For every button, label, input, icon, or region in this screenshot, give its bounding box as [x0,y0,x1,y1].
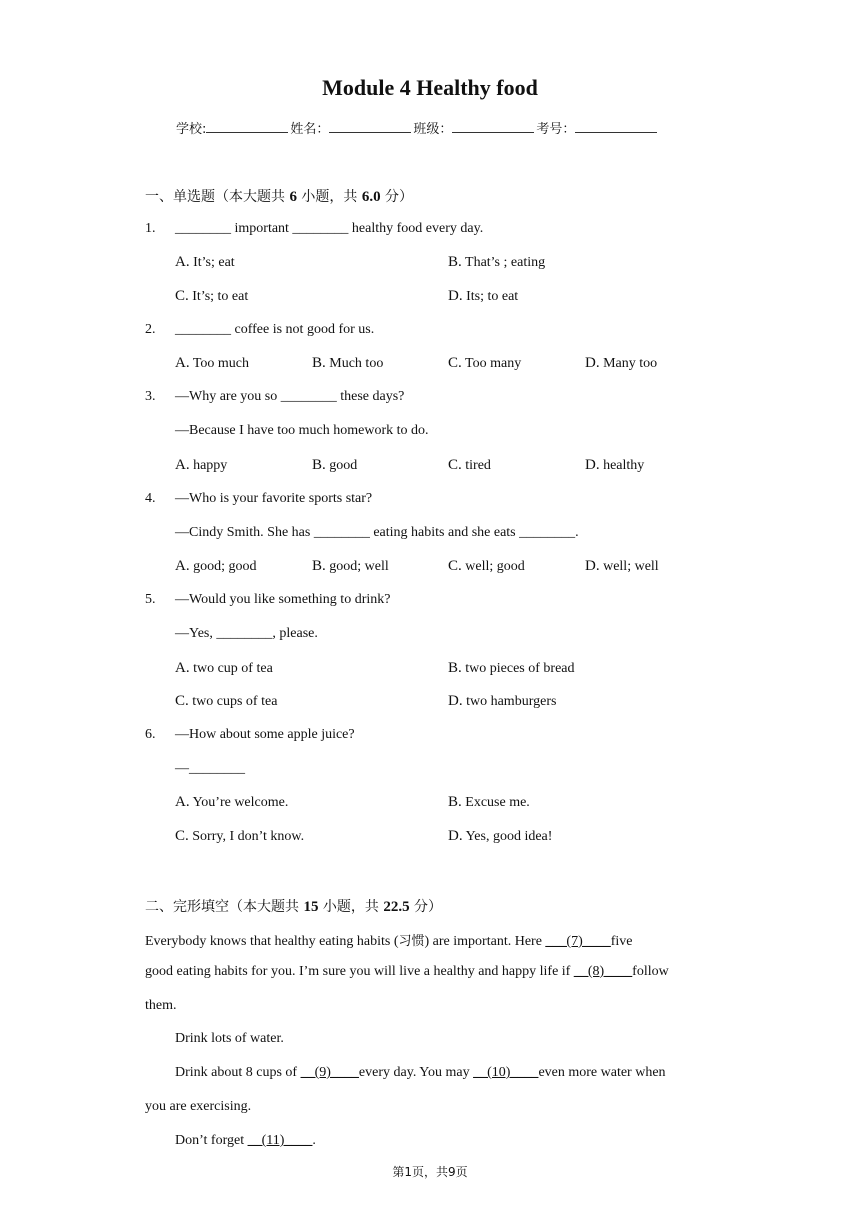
option-letter: D. [585,558,600,574]
question-stem: —________ [175,761,245,776]
passage-line [145,964,669,980]
section-heading-text: 分） [380,189,414,205]
question-stem: —How about some apple juice? [175,727,355,742]
passage-text: . [312,1133,316,1148]
number-blank [575,120,657,133]
option-letter: C. [448,457,462,473]
section-heading-text: 小题，共 [296,189,362,205]
option-a[interactable] [175,558,256,575]
passage-text: 习惯 [398,934,425,949]
section-heading-text: 二、完形填空（本大题共 [145,899,304,915]
option-text: good; well [329,559,389,574]
option-text: healthy [603,458,645,473]
option-letter: B. [312,558,326,574]
option-letter: A. [175,558,190,574]
passage-line: you are exercising. [145,1099,252,1114]
option-letter: A. [175,254,190,270]
option-text: happy [193,458,228,473]
page-title: Module 4 Healthy food [322,75,538,100]
option-letter: A. [175,457,190,473]
page-footer: 第1页，共9页 [392,1165,468,1179]
student-info-line [176,118,659,138]
option-text: That’s ; eating [465,255,546,270]
option-b[interactable] [312,355,383,372]
question-stem: —Who is your favorite sports star? [175,491,373,506]
option-letter: A. [175,794,190,810]
option-text: Its; to eat [466,289,519,304]
class-label: 班级： [413,122,453,137]
section-score: 22.5 [383,899,410,915]
passage-line [145,930,633,950]
section-count: 6 [289,189,297,205]
passage-line: them. [145,998,177,1013]
option-letter: C. [175,288,189,304]
cloze-blank-11[interactable]: __(11)____ [247,1133,313,1148]
option-a[interactable] [175,457,227,474]
question-stem: —Would you like something to drink? [175,592,391,607]
option-text: well; well [603,559,659,574]
cloze-blank-9[interactable]: __(9)____ [300,1065,359,1080]
option-d[interactable] [448,693,556,710]
option-text: Many too [603,356,658,371]
section-heading-text: 小题，共 [318,899,384,915]
question-number: 5. [145,592,156,607]
option-letter: A. [175,355,190,371]
section-heading-cloze [145,896,442,916]
name-blank [329,120,411,133]
section-score: 6.0 [361,189,381,205]
option-d[interactable] [585,558,659,575]
option-letter: B. [448,660,462,676]
option-text: Yes, good idea! [465,829,553,844]
option-text: two hamburgers [466,694,557,709]
option-text: two cups of tea [192,694,278,709]
question-number: 3. [145,389,156,404]
option-a[interactable] [175,660,273,677]
option-d[interactable] [448,828,552,845]
option-b[interactable] [448,794,530,811]
name-label: 姓名： [290,122,330,137]
option-letter: B. [312,457,326,473]
option-letter: D. [585,355,600,371]
passage-text: five [610,934,633,949]
option-d[interactable] [585,457,644,474]
school-label: 学校: [176,122,207,137]
section-count: 15 [303,899,319,915]
passage-text: even more water when [538,1065,666,1080]
passage-text: good eating habits for you. I’m sure you will live a healthy and happy life if [145,964,574,979]
option-b[interactable] [448,660,575,677]
option-text: well; good [465,559,525,574]
option-text: You’re welcome. [192,795,289,810]
option-c[interactable] [175,828,304,845]
passage-text: Drink about 8 cups of [175,1065,301,1080]
option-text: good [329,458,358,473]
option-c[interactable] [448,457,491,474]
option-d[interactable] [448,288,518,305]
option-c[interactable] [448,355,521,372]
option-text: two pieces of bread [465,661,575,676]
question-stem: ________ important ________ healthy food every day. [175,221,484,236]
cloze-blank-10[interactable]: __(10)____ [473,1065,539,1080]
question-stem: —Because I have too much homework to do. [175,423,429,438]
option-letter: D. [448,288,463,304]
passage-line [175,1065,666,1081]
question-stem: ________ coffee is not good for us. [175,322,375,337]
option-a[interactable] [175,355,249,372]
option-text: Sorry, I don’t know. [192,829,305,844]
option-letter: B. [448,794,462,810]
option-text: Excuse me. [465,795,530,810]
option-letter: A. [175,660,190,676]
option-letter: C. [175,693,189,709]
option-text: It’s; eat [193,255,235,270]
option-letter: D. [448,828,463,844]
option-letter: D. [448,693,463,709]
passage-text: Everybody knows that healthy eating habits ( [145,934,399,949]
option-text: It’s; to eat [192,289,249,304]
option-b[interactable] [448,254,545,271]
option-c[interactable] [175,693,277,710]
question-stem: —Cindy Smith. She has ________ eating habits and she eats ________. [175,525,579,540]
option-c[interactable] [448,558,525,575]
option-letter: C. [448,558,462,574]
option-text: Too many [465,356,522,371]
question-number: 6. [145,727,156,742]
passage-text: follow [632,964,669,979]
option-a[interactable] [175,794,288,811]
option-a[interactable] [175,254,235,271]
passage-text: every day. You may [358,1065,474,1080]
question-number: 2. [145,322,156,337]
option-letter: D. [585,457,600,473]
option-b[interactable] [312,558,389,575]
question-stem: —Why are you so ________ these days? [175,389,405,404]
number-label: 考号： [536,122,576,137]
option-text: Too much [192,356,250,371]
question-number: 4. [145,491,156,506]
option-letter: B. [312,355,326,371]
class-blank [452,120,534,133]
question-stem: —Yes, ________, please. [175,626,318,641]
option-d[interactable] [585,355,657,372]
passage-line [175,1133,316,1149]
option-letter: B. [448,254,462,270]
passage-text: Don’t forget [175,1133,248,1148]
option-b[interactable] [312,457,357,474]
passage-line: Drink lots of water. [175,1031,284,1046]
section-heading-text: 一、单选题（本大题共 [145,189,290,205]
option-text: Much too [329,356,384,371]
option-c[interactable] [175,288,248,305]
section-heading-single-choice [145,186,413,206]
option-text: tired [465,458,491,473]
passage-text: ) are important. Here [424,934,546,949]
option-letter: C. [448,355,462,371]
option-letter: C. [175,828,189,844]
cloze-blank-7[interactable]: ___(7)____ [545,934,611,949]
option-text: good; good [193,559,257,574]
option-text: two cup of tea [193,661,273,676]
question-number: 1. [145,221,156,236]
school-blank [206,120,288,133]
section-heading-text: 分） [409,899,443,915]
cloze-blank-8[interactable]: __(8)____ [573,964,633,979]
